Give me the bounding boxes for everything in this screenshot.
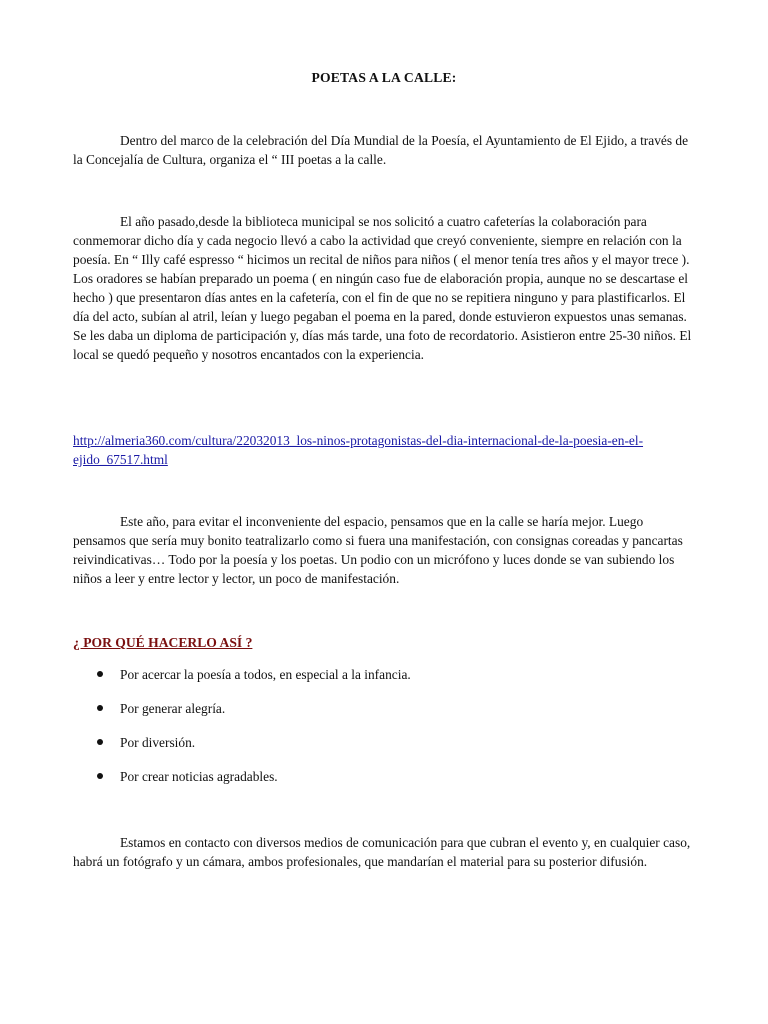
list-item-text: Por acercar la poesía a todos, en especial a la infancia. (120, 667, 411, 682)
document-title: POETAS A LA CALLE: (311, 70, 457, 85)
paragraph-this-year: Este año, para evitar el inconveniente del espacio, pensamos que en la calle se haría mejor. Luego pensamos que sería muy bonito teatralizarlo como si fuera una manifestación, con consignas coreadas y pancartas reivindicativas… Todo por la poesía y los poetas. Un podio con un micrófono y luces donde se van subiendo los niños a leer y entre lector y lector, un poco de manifestación. (73, 514, 683, 586)
bullet-icon (97, 739, 103, 745)
list-item (73, 665, 698, 699)
list-item (73, 699, 698, 733)
list-item-text: Por crear noticias agradables. (120, 769, 278, 784)
link-paragraph (73, 431, 698, 469)
bullet-icon (97, 705, 103, 711)
bullet-icon (97, 671, 103, 677)
news-link[interactable]: http://almeria360.com/cultura/22032013_los-ninos-protagonistas-del-dia-internacional-de-la-poesia-en-el-ejido_67517.html (73, 433, 644, 467)
paragraph-last-year: El año pasado,desde la biblioteca municipal se nos solicitó a cuatro cafeterías la colaboración para conmemorar dicho día y cada negocio llevó a cabo la actividad que creyó conveniente, siempre en relación con la poesía. En “ Illy café espresso “ hicimos un recital de niños para niños ( el menor tenía tres años y el mayor trece ). Los oradores se habían preparado un poema ( en ningún caso fue de elaboración propia, aunque no se descartase el hecho ) que presentaron días antes en la cafetería, con el fin de que no se repitiera ninguno y para plastificarlos. El día del acto, subían al atril, leían y luego pegaban el poema en la pared, donde estuvieron expuestos unas semanas. Se les daba un diploma de participación y, días más tarde, una foto de recordatorio. Asistieron entre 25-30 niños. El local se quedó pequeño y nosotros encantados con la experiencia. (73, 214, 692, 362)
list-item (73, 733, 698, 767)
paragraph-intro: Dentro del marco de la celebración del Día Mundial de la Poesía, el Ayuntamiento de El Ejido, a través de la Concejalía de Cultura, organiza el “ III poetas a la calle. (73, 133, 689, 167)
list-item (73, 767, 698, 801)
bullet-icon (97, 773, 103, 779)
section-heading: ¿ POR QUÉ HACERLO ASÍ ? (73, 635, 253, 650)
list-item-text: Por generar alegría. (120, 701, 226, 716)
paragraph-media: Estamos en contacto con diversos medios de comunicación para que cubran el evento y, en cualquier caso, habrá un fotógrafo y un cámara, ambos profesionales, que mandarían el material para su posterior difusión. (73, 835, 691, 869)
list-item-text: Por diversión. (120, 735, 196, 750)
reasons-list (73, 665, 698, 801)
